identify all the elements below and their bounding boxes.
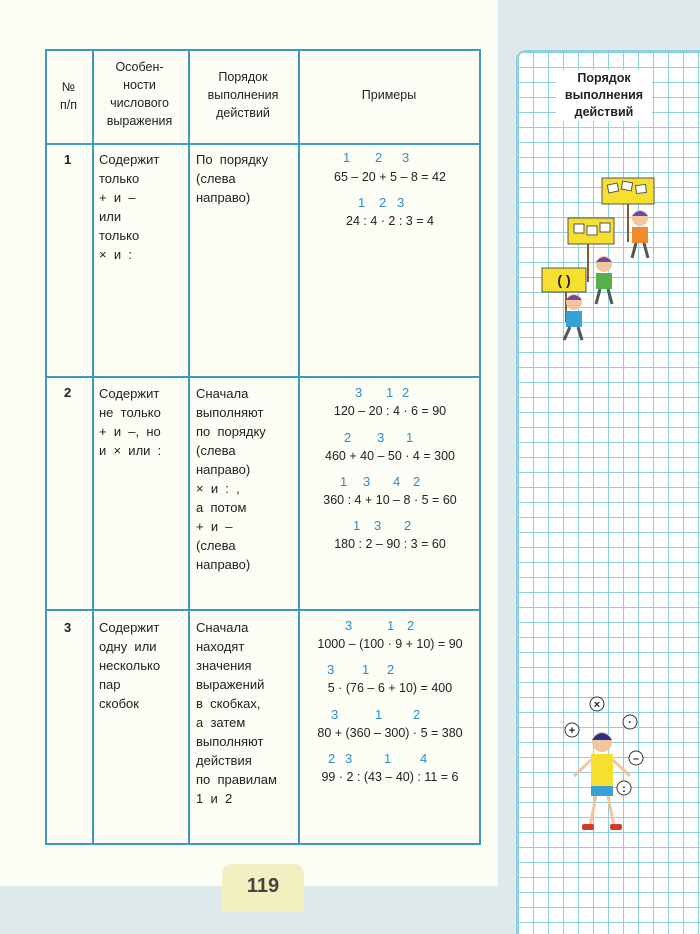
table-divider xyxy=(47,609,479,611)
row-order: Сначала находят значения выражений в скобках, а затем выполняют действия по правилам 1 и 2 xyxy=(196,620,277,806)
order-number: 2 xyxy=(387,662,395,677)
order-number: 2 xyxy=(375,150,383,165)
example-expression: 65 – 20 + 5 – 8 = 42 xyxy=(334,170,446,184)
order-number: 1 xyxy=(362,662,370,677)
sidebar-title: Порядок выполнения действий xyxy=(556,70,652,121)
order-number: 3 xyxy=(377,430,385,445)
order-number: 1 xyxy=(340,474,348,489)
juggler-illustration xyxy=(560,692,650,836)
order-number: 2 xyxy=(404,518,412,533)
example-expression: 5 · (76 – 6 + 10) = 400 xyxy=(327,681,453,695)
example-expression: 120 – 20 : 4 · 6 = 90 xyxy=(333,404,447,418)
row-order: По порядку (слева направо) xyxy=(196,152,269,205)
table-divider xyxy=(47,376,479,378)
order-number: 1 xyxy=(353,518,361,533)
order-number: 3 xyxy=(331,707,339,722)
juggler-symbol: – xyxy=(632,753,640,765)
order-number: 2 xyxy=(413,707,421,722)
row-features: Содержит одну или несколько пар скобок xyxy=(99,620,161,711)
header-features: Особен- ности числового выражения xyxy=(106,60,173,128)
header-order: Порядок выполнения действий xyxy=(207,70,279,120)
order-number: 3 xyxy=(363,474,371,489)
order-number: 1 xyxy=(386,385,394,400)
order-number: 2 xyxy=(344,430,352,445)
example-expression: 80 + (360 – 300) · 5 = 380 xyxy=(317,726,463,740)
kid-figure xyxy=(596,256,612,304)
order-number: 3 xyxy=(402,150,410,165)
row-number: 2 xyxy=(64,385,72,400)
kids-with-signs-illustration xyxy=(536,172,660,344)
order-number: 3 xyxy=(345,751,353,766)
order-number: 4 xyxy=(393,474,401,489)
row-number: 3 xyxy=(64,620,72,635)
header-number: № п/п xyxy=(59,80,77,112)
order-number: 2 xyxy=(328,751,336,766)
order-numbers xyxy=(300,751,480,826)
order-number: 3 xyxy=(397,195,405,210)
example-expression: 360 : 4 + 10 – 8 · 5 = 60 xyxy=(323,493,457,507)
juggler-symbol: : xyxy=(622,783,626,795)
kid-figure xyxy=(632,210,648,258)
order-number: 2 xyxy=(407,618,415,633)
example-expression: 1000 – (100 · 9 + 10) = 90 xyxy=(317,637,463,651)
order-number: 1 xyxy=(406,430,414,445)
order-number: 3 xyxy=(355,385,363,400)
order-number: 3 xyxy=(327,662,335,677)
order-number: 2 xyxy=(379,195,387,210)
order-number: 4 xyxy=(420,751,428,766)
table-divider xyxy=(188,51,190,843)
order-number: 2 xyxy=(402,385,410,400)
order-number: 2 xyxy=(413,474,421,489)
kid-figure xyxy=(564,294,582,340)
order-number: 1 xyxy=(358,195,366,210)
order-number: 1 xyxy=(384,751,392,766)
order-number: 3 xyxy=(374,518,382,533)
juggler-symbol: · xyxy=(628,717,632,729)
row-number: 1 xyxy=(64,152,72,167)
example-expression: 99 · 2 : (43 – 40) : 11 = 6 xyxy=(321,770,459,784)
header-examples: Примеры xyxy=(361,88,417,102)
row-features: Содержит только + и – или только × и : xyxy=(99,152,160,262)
order-number: 1 xyxy=(387,618,395,633)
order-number: 3 xyxy=(345,618,353,633)
row-features: Содержит не только + и –, но и × или : xyxy=(99,386,162,458)
order-number: 1 xyxy=(375,707,383,722)
sign-brackets-text: ( ) xyxy=(557,272,571,288)
table-divider xyxy=(47,143,479,145)
example-expression: 180 : 2 – 90 : 3 = 60 xyxy=(334,537,446,551)
order-number: 1 xyxy=(343,150,351,165)
example-expression: 24 : 4 · 2 : 3 = 4 xyxy=(346,214,434,228)
table-divider xyxy=(92,51,94,843)
juggler-symbol: × xyxy=(593,699,601,711)
juggler-symbol: + xyxy=(568,725,576,737)
page-number: 119 xyxy=(222,864,304,912)
example-expression: 460 + 40 – 50 · 4 = 300 xyxy=(325,449,455,463)
row-order: Сначала выполняют по порядку (слева направо) × и : , а потом + и – (слева направо) xyxy=(196,386,266,572)
